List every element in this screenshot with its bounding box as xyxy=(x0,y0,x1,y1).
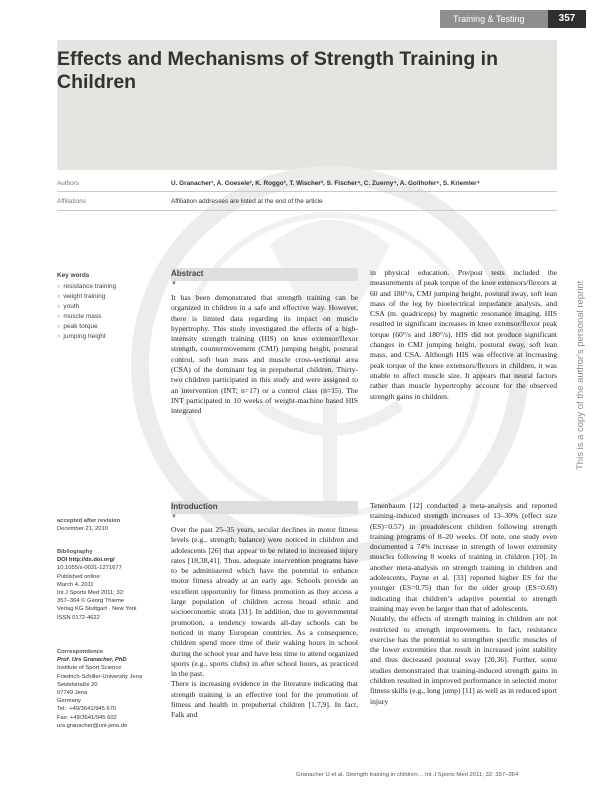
bibliography-block xyxy=(57,548,167,622)
keyword-item: ○ youth xyxy=(57,302,116,312)
corr-line: Fax: +49/3641/945 602 xyxy=(57,714,117,721)
divider xyxy=(57,210,557,211)
corr-line: Seidelstraße 20 xyxy=(57,681,98,688)
keyword-item: ○ jumping height xyxy=(57,332,116,342)
bib-line: 357–364 © Georg Thieme xyxy=(57,598,125,605)
affiliations-text: Affiliation addresses are listed at the end of the article xyxy=(171,198,323,205)
corr-line: Germany xyxy=(57,698,81,705)
authors-label: Authors xyxy=(57,180,80,187)
keywords-list xyxy=(57,282,116,342)
section-label: Training & Testing xyxy=(453,14,525,24)
corr-email[interactable]: urs.granacher@uni-jena.de xyxy=(57,722,128,729)
correspondence-label: Correspondence xyxy=(57,649,104,655)
corr-line: Tel.: +49/3641/945 670 xyxy=(57,706,117,713)
intro-col1 xyxy=(171,525,358,769)
bib-line: Verlag KG Stuttgart · New York xyxy=(57,606,137,613)
intro-heading: Introduction xyxy=(171,502,218,511)
intro-col2 xyxy=(370,501,557,769)
accepted-date: December 21, 2010 xyxy=(57,526,108,533)
bib-line: Int J Sports Med 2011; 32: xyxy=(57,590,125,597)
divider xyxy=(57,191,557,192)
triangle-icon: ▼ xyxy=(171,281,177,287)
keyword-item: ○ muscle mass xyxy=(57,312,116,322)
bib-line: ISSN 0172-4622 xyxy=(57,614,100,621)
affiliations-label: Affiliations xyxy=(57,198,87,205)
reprint-note: This is a copy of the author's personal reprint xyxy=(575,280,586,470)
keyword-item: ○ peak torque xyxy=(57,322,116,332)
article-title: Effects and Mechanisms of Strength Training in Children xyxy=(57,48,498,93)
abstract-heading: Abstract xyxy=(171,269,204,278)
corr-line: Friedrich-Schiller-University Jena xyxy=(57,673,143,680)
corr-line: Institute of Sport Science xyxy=(57,665,122,672)
corr-name: Prof. Urs Granacher, PhD xyxy=(57,657,127,664)
authors-list: U. Granacher¹, A. Goesele², K. Roggo³, T. Wischer³, S. Fischer⁴, C. Zuerny⁴, A. Gollhofer⁵, S. Kriemler⁴ xyxy=(171,180,480,187)
accepted-block xyxy=(57,517,167,533)
bib-line: March 4, 2011 xyxy=(57,581,94,588)
doi-link[interactable]: DOI http://dx.doi.org/ xyxy=(57,557,115,564)
abstract-col2: in physical education. Pre/post tests included the measurements of peak torque of the knee extensors/flexors at 60 and 180°/s, CMJ jumping height, postural sway, soft lean mass of the leg by bioelectrical impedance analysis, and CSA (m. quadriceps) by magnetic resonance imaging. HIS resulted in significant increases in knee extensor/flexor peak torque (60°/s and 180°/s). HIS did not produce significant changes in CMJ jumping height, postural sway, soft lean mass, and CSA. Although HIS was effective at increasing peak torque of the knee extensors/flexors in children, it was unable to affect muscle size. It appears that neural factors rather than muscle hypertrophy account for the observed strength gains in children. xyxy=(370,268,557,401)
bibliography-label: Bibliography xyxy=(57,549,93,555)
intro-paragraph: Tenenbaum [12] conducted a meta-analysis and reported training-induced strength increases of 13–30% (effect size (ES)=0.57) in preadolescent children following strength training programs of 8–20 weeks. Of note, one study even documented a 74% increase in strength of lower extremity muscles following 8 weeks of training in children [10]. In another meta-analysis on strength training in children and adolescents, Payne et al. [33] reported higher ES for the younger (ES=0.75) than for the older group (ES=0.69) indicating that children’s adaptive potential to strength training may even be larger than that of adolescents. xyxy=(370,501,557,613)
page-number: 357 xyxy=(548,10,586,28)
correspondence-block xyxy=(57,648,167,730)
corr-line: 07749 Jena xyxy=(57,690,88,697)
intro-paragraph: Notably, the effects of strength training in children are not restricted to strength improvements. In fact, resistance exercise has the potential to strengthen specific muscles of the lower extremities that result in increased joint stability and thus decreased postural sway [20,36]. Further, some studies demonstrated that training-induced strength gains in children resulted in improved performance in selected motor fitness skills (e.g., long jump) [11] as well as in reduced sport injury xyxy=(370,614,557,706)
intro-paragraph: Over the past 25–35 years, secular declines in motor fitness levels (e.g., strength, balance) were noticed in children and adolescents [26] that appear to be related to increased injury rates [18,38,41]. Thus, adequate intervention programs have to be administered which have the potential to enhance motor fitness already at an early age. Schools provide an excellent opportunity for fitness promotion as they access a large population of children across broad ethnic and socioeconomic strata [31]. In addition, due to governmental promotion, a tendency towards all-day schools can be noticed in many European countries. As a consequence, children spend more time of their waking hours in school during the school year and have less time to attend organized sports (e.g., sports clubs) in after school hours, as practiced in the past. xyxy=(171,525,358,679)
intro-paragraph: There is increasing evidence in the literature indicating that strength training is an effective tool for the promotion of fitness and health in prepubertal children [1,7,9]. In fact, Falk and xyxy=(171,679,358,720)
keyword-item: ○ resistance training xyxy=(57,282,116,292)
accepted-label: accepted after revision xyxy=(57,518,121,524)
keywords-label: Key words xyxy=(57,272,90,279)
bib-line: Published online: xyxy=(57,573,102,580)
triangle-icon: ▼ xyxy=(171,514,177,520)
footer-citation: Granacher U et al. Strength training in children… Int J Sports Med 2011; 32: 357–364 xyxy=(296,772,519,778)
doi-number: 10.1055/s-0031-1271677 xyxy=(57,565,122,572)
abstract-col1: It has been demonstrated that strength training can be organized in children in a safe and effective way. However, there is limited data regarding its impact on muscle hypertrophy. This study investigated the effects of a high-intensity strength training (HIS) on knee extensor/flexor strength, countermovement (CMJ) jumping height, postural control, soft lean mass and muscle cross-sectional area (CSA) of the dominant leg in prepubertal children. Thirty-two children participated in this study and were assigned to an intervention (INT; n=17) or a control class (n=15). The INT participated in 10 weeks of weight-machine based HIS integrated xyxy=(171,293,358,416)
doi-line xyxy=(57,556,167,564)
keyword-item: ○ weight training xyxy=(57,292,116,302)
